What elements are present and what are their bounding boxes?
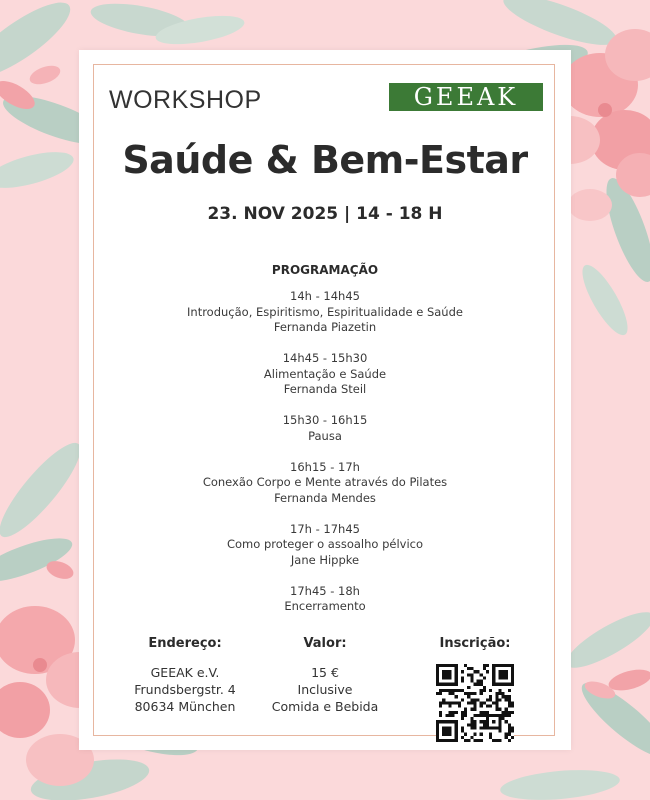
session-speaker: Jane Hippke — [290, 552, 360, 567]
registration-qr-code[interactable] — [436, 664, 514, 742]
session-speaker: Fernanda Steil — [283, 382, 367, 396]
session-time: 14h45 - 15h30 — [282, 351, 368, 365]
session-1 — [79, 289, 571, 336]
address-block — [119, 636, 251, 715]
session-title: Encerramento — [284, 599, 366, 613]
flyer-card — [79, 50, 571, 750]
session-time: 14h - 14h45 — [290, 289, 360, 303]
session-4 — [79, 460, 571, 507]
session-2 — [79, 351, 571, 398]
price-line: 15 € — [311, 665, 339, 680]
session-title: Como proteger o assoalho pélvico — [226, 537, 424, 551]
session-speaker: Fernanda Piazetin — [273, 320, 377, 334]
session-time: 16h15 - 17h — [290, 459, 360, 474]
price-block — [259, 636, 391, 715]
session-title: Pausa — [308, 428, 342, 443]
address-label: Endereço: — [148, 636, 222, 651]
program-schedule — [79, 289, 571, 630]
event-date-time: 23. NOV 2025 | 14 - 18 H — [207, 204, 443, 224]
session-time: 17h - 17h45 — [290, 521, 360, 536]
address-line: GEEAK e.V. — [150, 665, 220, 680]
session-time: 15h30 - 16h15 — [282, 413, 368, 427]
price-label: Valor: — [303, 636, 347, 651]
event-title: Saúde & Bem-Estar — [122, 138, 528, 182]
address-line: Frundsbergstr. 4 — [134, 682, 236, 697]
price-line: Comida e Bebida — [271, 699, 379, 714]
session-5 — [79, 522, 571, 569]
registration-block — [419, 636, 531, 742]
price-line: Inclusive — [297, 682, 353, 697]
session-time: 17h45 - 18h — [290, 583, 360, 598]
session-title: Introdução, Espiritismo, Espiritualidade e Saúde — [187, 304, 463, 319]
session-6 — [79, 584, 571, 615]
workshop-label: WORKSHOP — [109, 86, 262, 114]
session-title: Alimentação e Saúde — [263, 366, 387, 381]
session-speaker: Fernanda Mendes — [274, 490, 376, 505]
session-3 — [79, 413, 571, 444]
geeak-logo: GEEAK — [389, 83, 543, 111]
registration-label: Inscrição: — [439, 636, 511, 651]
session-title: Conexão Corpo e Mente através do Pilates — [202, 475, 448, 489]
program-heading: PROGRAMAÇÃO — [271, 263, 379, 277]
address-line: 80634 München — [134, 699, 236, 714]
